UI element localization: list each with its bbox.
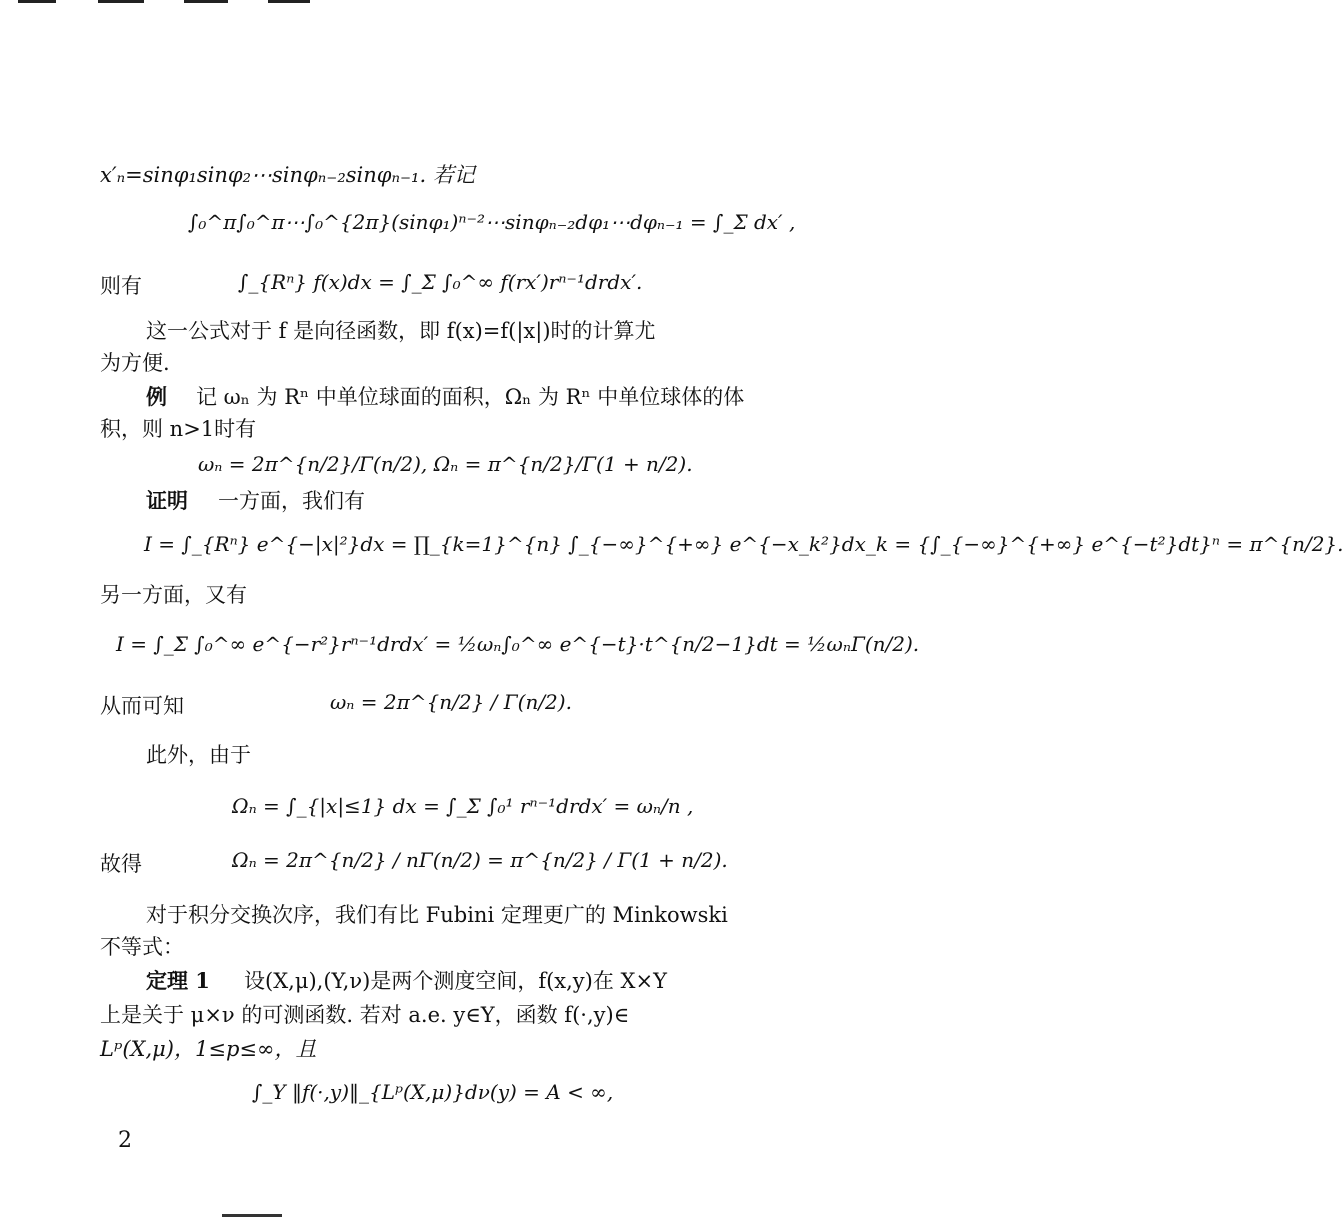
equation: ∫_{Rⁿ} f(x)dx = ∫_Σ ∫₀^∞ f(rx′)rⁿ⁻¹drdx′.	[238, 270, 643, 294]
footer-rule	[222, 1214, 282, 1217]
proof-label: 证明	[146, 488, 188, 513]
example-text: 记 ωₙ 为 Rⁿ 中单位球面的面积，Ωₙ 为 Rⁿ 中单位球体的体	[196, 385, 745, 409]
example-label: 例	[146, 384, 167, 409]
header-rule-4	[268, 0, 310, 3]
proof-text: 一方面，我们有	[218, 489, 365, 513]
equation-label: 从而可知	[100, 694, 184, 718]
equation: I = ∫_{Rⁿ} e^{−|x|²}dx = ∏_{k=1}^{n} ∫_{−∞}^{+∞} e^{−x_k²}dx_k = {∫_{−∞}^{+∞} e^{−t²}dt}ⁿ = π^{n/2}.	[144, 532, 1344, 556]
equation: ωₙ = 2π^{n/2} / Γ(n/2).	[330, 690, 572, 714]
equation: I = ∫_Σ ∫₀^∞ e^{−r²}rⁿ⁻¹drdx′ = ½ωₙ∫₀^∞ e^{−t}·t^{n/2−1}dt = ½ωₙΓ(n/2).	[116, 632, 920, 656]
equation: ∫₀^π∫₀^π⋯∫₀^{2π}(sinφ₁)ⁿ⁻²⋯sinφₙ₋₂dφ₁⋯dφₙ₋₁ = ∫_Σ dx′ ,	[188, 210, 796, 234]
equation-label: 则有	[100, 274, 142, 298]
header-rule-2	[98, 0, 144, 3]
equation: Ωₙ = ∫_{|x|≤1} dx = ∫_Σ ∫₀¹ rⁿ⁻¹drdx′ = ωₙ/n ,	[232, 794, 694, 818]
theorem-label: 定理 1	[146, 968, 210, 993]
theorem-text: 设(X,μ),(Y,ν)是两个测度空间，f(x,y)在 X×Y	[244, 969, 667, 993]
equation-label: 故得	[100, 852, 142, 876]
equation: Ωₙ = 2π^{n/2} / nΓ(n/2) = π^{n/2} / Γ(1 + n/2).	[232, 848, 728, 872]
page-number: 2	[118, 1128, 132, 1153]
header-rule-3	[184, 0, 228, 3]
equation: ωₙ = 2π^{n/2}/Γ(n/2), Ωₙ = π^{n/2}/Γ(1 + n/2).	[198, 452, 693, 476]
equation: ∫_Y ‖f(·,y)‖_{Lᵖ(X,μ)}dν(y) = A < ∞,	[252, 1080, 614, 1104]
header-rule-1	[18, 0, 56, 3]
